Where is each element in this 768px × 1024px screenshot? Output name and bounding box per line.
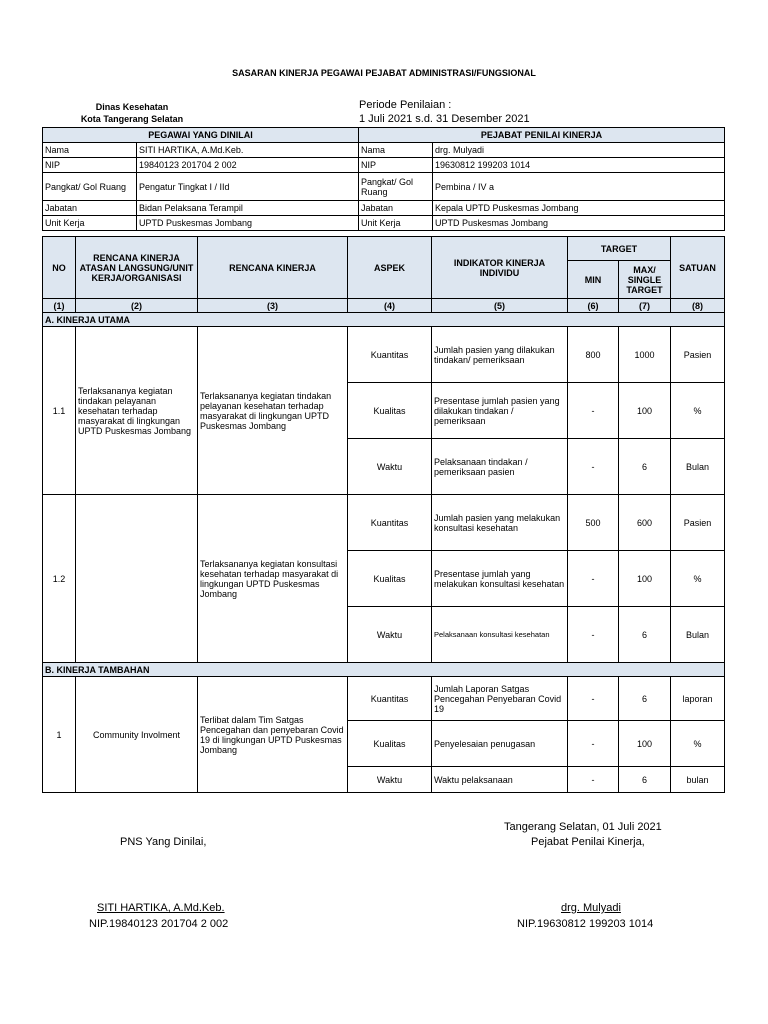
- row-satuan: %: [671, 551, 725, 607]
- row-indikator: Presentase jumlah yang melakukan konsultasi kesehatan: [432, 551, 568, 607]
- row-aspek: Kualitas: [348, 383, 432, 439]
- left-name: SITI HARTIKA, A.Md.Keb.: [97, 902, 225, 914]
- pegawai-jabatan-label: Jabatan: [43, 201, 137, 216]
- row-satuan: Bulan: [671, 607, 725, 663]
- penilai-nama: drg. Mulyadi: [433, 143, 725, 158]
- pegawai-jabatan: Bidan Pelaksana Terampil: [137, 201, 359, 216]
- kinerja-table: [42, 236, 725, 793]
- table-row: [43, 495, 725, 551]
- col-rencana-atasan: RENCANA KINERJA ATASAN LANGSUNG/UNIT KERJA/ORGANISASI: [76, 237, 198, 299]
- row-min: -: [568, 721, 619, 767]
- pegawai-header: PEGAWAI YANG DINILAI: [43, 128, 359, 143]
- row-max: 100: [619, 551, 671, 607]
- row-indikator: Pelaksanaan tindakan / pemeriksaan pasien: [432, 439, 568, 495]
- row-rencana: Terlibat dalam Tim Satgas Pencegahan dan penyebaran Covid 19 di lingkungan UPTD Puskesmas Jombang: [198, 677, 348, 793]
- pegawai-unit-label: Unit Kerja: [43, 216, 137, 231]
- penilai-nip: 19630812 199203 1014: [433, 158, 725, 173]
- right-nip: NIP.19630812 199203 1014: [517, 918, 654, 930]
- left-nip: NIP.19840123 201704 2 002: [89, 918, 229, 930]
- document-title: SASARAN KINERJA PEGAWAI PEJABAT ADMINISTRASI/FUNGSIONAL: [232, 68, 536, 78]
- row-indikator: Penyelesaian penugasan: [432, 721, 568, 767]
- row-min: -: [568, 439, 619, 495]
- pegawai-nip: 19840123 201704 2 002: [137, 158, 359, 173]
- right-role: Pejabat Penilai Kinerja,: [531, 836, 645, 848]
- row-aspek: Waktu: [348, 607, 432, 663]
- penilai-nama-label: Nama: [359, 143, 433, 158]
- col-target: TARGET: [568, 237, 671, 261]
- row-min: -: [568, 551, 619, 607]
- row-rencana-atasan: Terlaksananya kegiatan tindakan pelayanan kesehatan terhadap masyarakat di lingkungan UPTD Puskesmas Jombang: [76, 327, 198, 495]
- org-line2: Kota Tangerang Selatan: [80, 114, 184, 124]
- col-num-1: (1): [43, 299, 76, 313]
- row-indikator: Jumlah pasien yang melakukan konsultasi kesehatan: [432, 495, 568, 551]
- row-satuan: %: [671, 721, 725, 767]
- periode: [359, 98, 530, 126]
- row-max: 1000: [619, 327, 671, 383]
- row-aspek: Kualitas: [348, 721, 432, 767]
- row-rencana-atasan: Community Involment: [76, 677, 198, 793]
- row-indikator: Waktu pelaksanaan: [432, 767, 568, 793]
- row-rencana: Terlaksananya kegiatan tindakan pelayanan kesehatan terhadap masyarakat di lingkungan UPTD Puskesmas Jombang: [198, 327, 348, 495]
- row-max: 100: [619, 383, 671, 439]
- row-no: 1: [43, 677, 76, 793]
- row-satuan: bulan: [671, 767, 725, 793]
- penilai-unit-label: Unit Kerja: [359, 216, 433, 231]
- col-num-5: (5): [432, 299, 568, 313]
- periode-value: 1 Juli 2021 s.d. 31 Desember 2021: [359, 113, 530, 125]
- row-aspek: Kuantitas: [348, 327, 432, 383]
- organization: [62, 101, 202, 125]
- row-max: 6: [619, 607, 671, 663]
- row-min: -: [568, 607, 619, 663]
- col-rencana: RENCANA KINERJA: [198, 237, 348, 299]
- pegawai-unit: UPTD Puskesmas Jombang: [137, 216, 359, 231]
- section-a-header: A. KINERJA UTAMA: [43, 313, 725, 327]
- penilai-jabatan: Kepala UPTD Puskesmas Jombang: [433, 201, 725, 216]
- row-max: 6: [619, 439, 671, 495]
- col-min: MIN: [568, 261, 619, 299]
- periode-label: Periode Penilaian :: [359, 99, 452, 111]
- row-max: 100: [619, 721, 671, 767]
- row-aspek: Waktu: [348, 439, 432, 495]
- place-date: Tangerang Selatan, 01 Juli 2021: [504, 821, 662, 833]
- penilai-pangkat: Pembina / IV a: [433, 173, 725, 201]
- row-rencana: Terlaksananya kegiatan konsultasi kesehatan terhadap masyarakat di lingkungan UPTD Puskesmas Jombang: [198, 495, 348, 663]
- left-role: PNS Yang Dinilai,: [120, 836, 207, 848]
- col-no: NO: [43, 237, 76, 299]
- pegawai-pangkat: Pengatur Tingkat I / IId: [137, 173, 359, 201]
- row-max: 600: [619, 495, 671, 551]
- row-satuan: laporan: [671, 677, 725, 721]
- row-rencana-atasan: [76, 495, 198, 663]
- section-b-header: B. KINERJA TAMBAHAN: [43, 663, 725, 677]
- col-aspek: ASPEK: [348, 237, 432, 299]
- col-indikator: INDIKATOR KINERJA INDIVIDU: [432, 237, 568, 299]
- row-aspek: Kuantitas: [348, 677, 432, 721]
- row-indikator: Pelaksanaan konsultasi kesehatan: [432, 607, 568, 663]
- row-min: 500: [568, 495, 619, 551]
- penilai-pangkat-label: Pangkat/ Gol Ruang: [359, 173, 433, 201]
- pegawai-nama-label: Nama: [43, 143, 137, 158]
- row-aspek: Kuantitas: [348, 495, 432, 551]
- pegawai-nama: SITI HARTIKA, A.Md.Keb.: [137, 143, 359, 158]
- row-min: 800: [568, 327, 619, 383]
- col-num-2: (2): [76, 299, 198, 313]
- row-satuan: Pasien: [671, 495, 725, 551]
- col-num-8: (8): [671, 299, 725, 313]
- pegawai-pangkat-label: Pangkat/ Gol Ruang: [43, 173, 137, 201]
- table-row: [43, 677, 725, 721]
- col-num-4: (4): [348, 299, 432, 313]
- col-satuan: SATUAN: [671, 237, 725, 299]
- row-min: -: [568, 677, 619, 721]
- penilai-header: PEJABAT PENILAI KINERJA: [359, 128, 725, 143]
- col-num-7: (7): [619, 299, 671, 313]
- row-no: 1.1: [43, 327, 76, 495]
- row-min: -: [568, 383, 619, 439]
- row-indikator: Presentase jumlah pasien yang dilakukan tindakan / pemeriksaan: [432, 383, 568, 439]
- penilai-nip-label: NIP: [359, 158, 433, 173]
- col-max: MAX/ SINGLE TARGET: [619, 261, 671, 299]
- row-satuan: %: [671, 383, 725, 439]
- row-max: 6: [619, 767, 671, 793]
- org-line1: Dinas Kesehatan: [95, 102, 169, 112]
- row-satuan: Bulan: [671, 439, 725, 495]
- table-row: [43, 327, 725, 383]
- row-aspek: Kualitas: [348, 551, 432, 607]
- penilai-unit: UPTD Puskesmas Jombang: [433, 216, 725, 231]
- row-indikator: Jumlah Laporan Satgas Pencegahan Penyebaran Covid 19: [432, 677, 568, 721]
- right-name: drg. Mulyadi: [561, 902, 621, 914]
- col-num-6: (6): [568, 299, 619, 313]
- penilai-jabatan-label: Jabatan: [359, 201, 433, 216]
- row-satuan: Pasien: [671, 327, 725, 383]
- row-max: 6: [619, 677, 671, 721]
- row-aspek: Waktu: [348, 767, 432, 793]
- pegawai-nip-label: NIP: [43, 158, 137, 173]
- info-table: [42, 127, 725, 231]
- row-no: 1.2: [43, 495, 76, 663]
- row-indikator: Jumlah pasien yang dilakukan tindakan/ pemeriksaan: [432, 327, 568, 383]
- col-num-3: (3): [198, 299, 348, 313]
- row-min: -: [568, 767, 619, 793]
